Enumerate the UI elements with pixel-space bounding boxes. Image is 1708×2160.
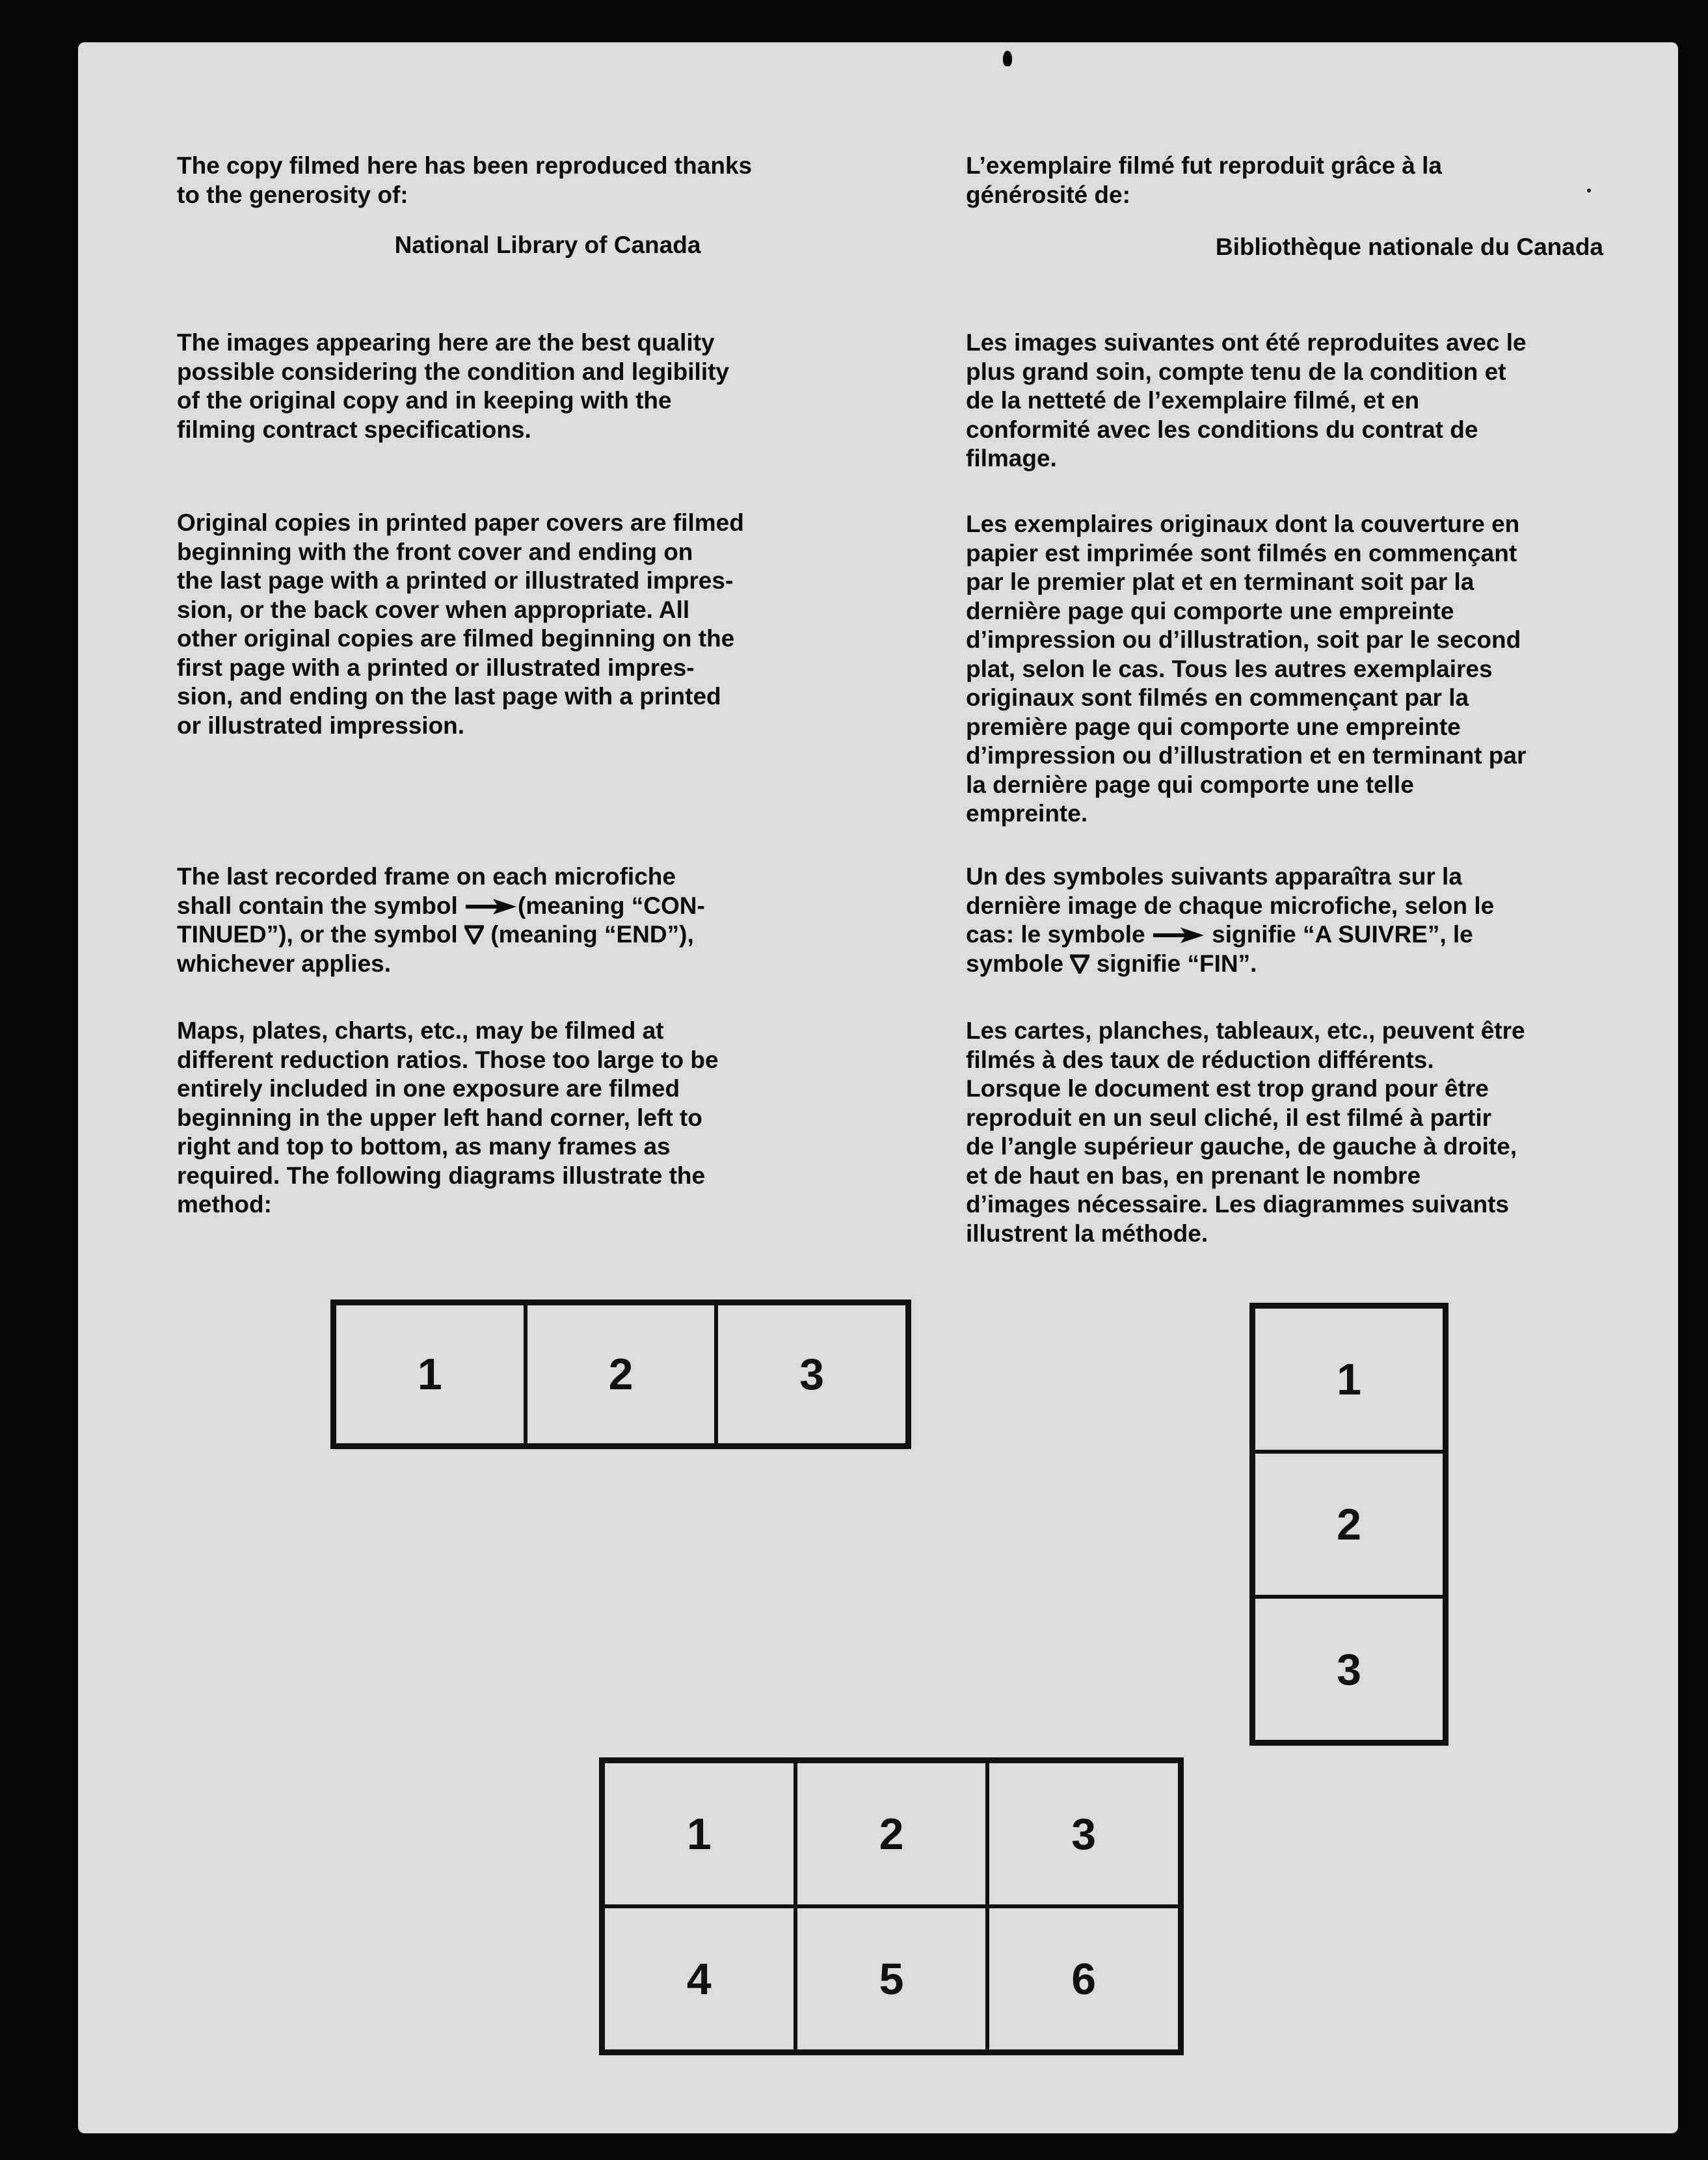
film-mark	[1003, 51, 1012, 66]
text-line: other original copies are filmed beginning on the	[177, 625, 735, 652]
fr-paragraph-symbols	[966, 862, 1603, 978]
frame-cell: 6	[987, 1906, 1180, 2051]
text-line: different reduction ratios. Those too large to be	[177, 1046, 719, 1073]
text-line: The images appearing here are the best quality	[177, 329, 715, 356]
frame-cell: 1	[1253, 1307, 1445, 1452]
fr-paragraph-quality	[966, 328, 1603, 473]
end-triangle-icon	[1070, 954, 1089, 974]
text-line: plat, selon le cas. Tous les autres exemplaires	[966, 655, 1493, 682]
frame-cell: 1	[334, 1303, 526, 1445]
en-paragraph-maps	[177, 1017, 827, 1220]
text-line: et de haut en bas, en prenant le nombre	[966, 1162, 1421, 1189]
text-line	[966, 920, 1603, 950]
text-line	[966, 950, 1603, 979]
text-line: required. The following diagrams illustrate the	[177, 1162, 706, 1189]
text-span: (meaning “END”),	[490, 921, 694, 948]
text-line: method:	[177, 1191, 272, 1218]
text-span: signifie “FIN”.	[1096, 950, 1257, 977]
text-line: beginning in the upper left hand corner, left to	[177, 1104, 702, 1131]
text-span: symbole	[966, 950, 1064, 977]
continued-arrow-icon	[464, 897, 518, 916]
text-line: Les cartes, planches, tableaux, etc., peuvent être	[966, 1017, 1525, 1044]
text-line: first page with a printed or illustrated impres-	[177, 654, 695, 681]
fr-intro-line-1: L’exemplaire filmé fut reproduit grâce à la	[966, 152, 1443, 179]
text-line: Les images suivantes ont été reproduites avec le	[966, 329, 1527, 356]
frame-cell: 4	[603, 1906, 795, 2051]
text-line: papier est imprimée sont filmés en commençant	[966, 539, 1517, 567]
text-line: illustrent la méthode.	[966, 1220, 1208, 1247]
frame-cell: 2	[526, 1303, 717, 1445]
frame-cell: 2	[795, 1761, 988, 1906]
text-line: Lorsque le document est trop grand pour être	[966, 1075, 1489, 1102]
en-paragraph-quality	[177, 328, 827, 444]
diagram-vertical-frames	[1249, 1303, 1448, 1746]
text-line: filming contract specifications.	[177, 416, 531, 443]
text-span: shall contain the symbol	[177, 892, 458, 919]
text-line: empreinte.	[966, 800, 1088, 827]
text-line: dernière image de chaque microfiche, selon le	[966, 892, 1495, 919]
frame-cell: 5	[795, 1906, 988, 2051]
text-line: première page qui comporte une empreinte	[966, 713, 1461, 740]
en-intro-line-1: The copy filmed here has been reproduced thanks	[177, 152, 753, 179]
text-line: The last recorded frame on each microfiche	[177, 863, 676, 890]
frame-cell: 3	[987, 1761, 1180, 1906]
diagram-horizontal-frames	[330, 1300, 911, 1449]
text-line: filmés à des taux de réduction différents.	[966, 1046, 1434, 1073]
fr-paragraph-maps	[966, 1017, 1603, 1248]
en-library-name: National Library of Canada	[394, 232, 701, 258]
text-line: d’impression ou d’illustration et en terminant par	[966, 742, 1527, 769]
text-line: sion, or the back cover when appropriate. All	[177, 596, 690, 623]
text-line: or illustrated impression.	[177, 712, 465, 739]
text-line: la dernière page qui comporte une telle	[966, 771, 1414, 798]
text-line: sion, and ending on the last page with a printed	[177, 683, 721, 710]
text-span: cas: le symbole	[966, 921, 1145, 948]
en-intro	[177, 152, 827, 209]
text-line: filmage.	[966, 445, 1057, 472]
text-line: par le premier plat et en terminant soit par la	[966, 568, 1474, 595]
text-line	[177, 920, 827, 950]
text-line: right and top to bottom, as many frames as	[177, 1133, 671, 1160]
text-line: Maps, plates, charts, etc., may be filmed at	[177, 1017, 664, 1044]
text-line: de la netteté de l’exemplaire filmé, et en	[966, 387, 1420, 414]
text-line: conformité avec les conditions du contrat de	[966, 416, 1478, 443]
text-line: entirely included in one exposure are filmed	[177, 1075, 680, 1102]
diagram-grid-frames	[599, 1757, 1184, 2055]
text-line: plus grand soin, compte tenu de la condition et	[966, 358, 1506, 385]
fr-library	[966, 233, 1603, 262]
continued-arrow-icon	[1152, 926, 1205, 945]
text-line	[177, 892, 827, 921]
fr-library-name: Bibliothèque nationale du Canada	[1215, 233, 1603, 260]
text-line: possible considering the condition and legibility	[177, 358, 730, 385]
frame-cell: 3	[716, 1303, 907, 1445]
en-paragraph-symbols	[177, 862, 827, 978]
frame-cell: 3	[1253, 1597, 1445, 1742]
text-span: TINUED”), or the symbol	[177, 921, 458, 948]
frame-cell: 1	[603, 1761, 795, 1906]
text-line: dernière page qui comporte une empreinte	[966, 597, 1454, 624]
text-line: Un des symboles suivants apparaîtra sur la	[966, 863, 1462, 890]
fr-intro	[966, 152, 1603, 209]
text-line: d’impression ou d’illustration, soit par le second	[966, 626, 1521, 653]
text-line: d’images nécessaire. Les diagrammes suivants	[966, 1191, 1509, 1218]
text-line: Les exemplaires originaux dont la couverture en	[966, 511, 1520, 537]
fr-intro-line-2: générosité de:	[966, 181, 1130, 208]
en-intro-line-2: to the generosity of:	[177, 181, 408, 208]
text-line: de l’angle supérieur gauche, de gauche à droite,	[966, 1133, 1517, 1160]
text-line: reproduit en un seul cliché, il est filmé à partir	[966, 1104, 1492, 1131]
fr-paragraph-originals	[966, 510, 1603, 829]
text-line: whichever applies.	[177, 950, 392, 977]
frame-cell: 2	[1253, 1452, 1445, 1597]
text-span: (meaning “CON-	[518, 892, 705, 919]
end-triangle-icon	[464, 925, 484, 944]
text-line: of the original copy and in keeping with the	[177, 387, 672, 414]
en-library	[177, 231, 918, 260]
text-line: Original copies in printed paper covers are filmed	[177, 509, 744, 536]
text-span: signifie “A SUIVRE”, le	[1212, 921, 1473, 948]
text-line: the last page with a printed or illustrated impres-	[177, 567, 734, 594]
text-line: originaux sont filmés en commençant par la	[966, 684, 1469, 711]
en-paragraph-originals	[177, 509, 827, 740]
text-line: beginning with the front cover and ending on	[177, 538, 693, 565]
